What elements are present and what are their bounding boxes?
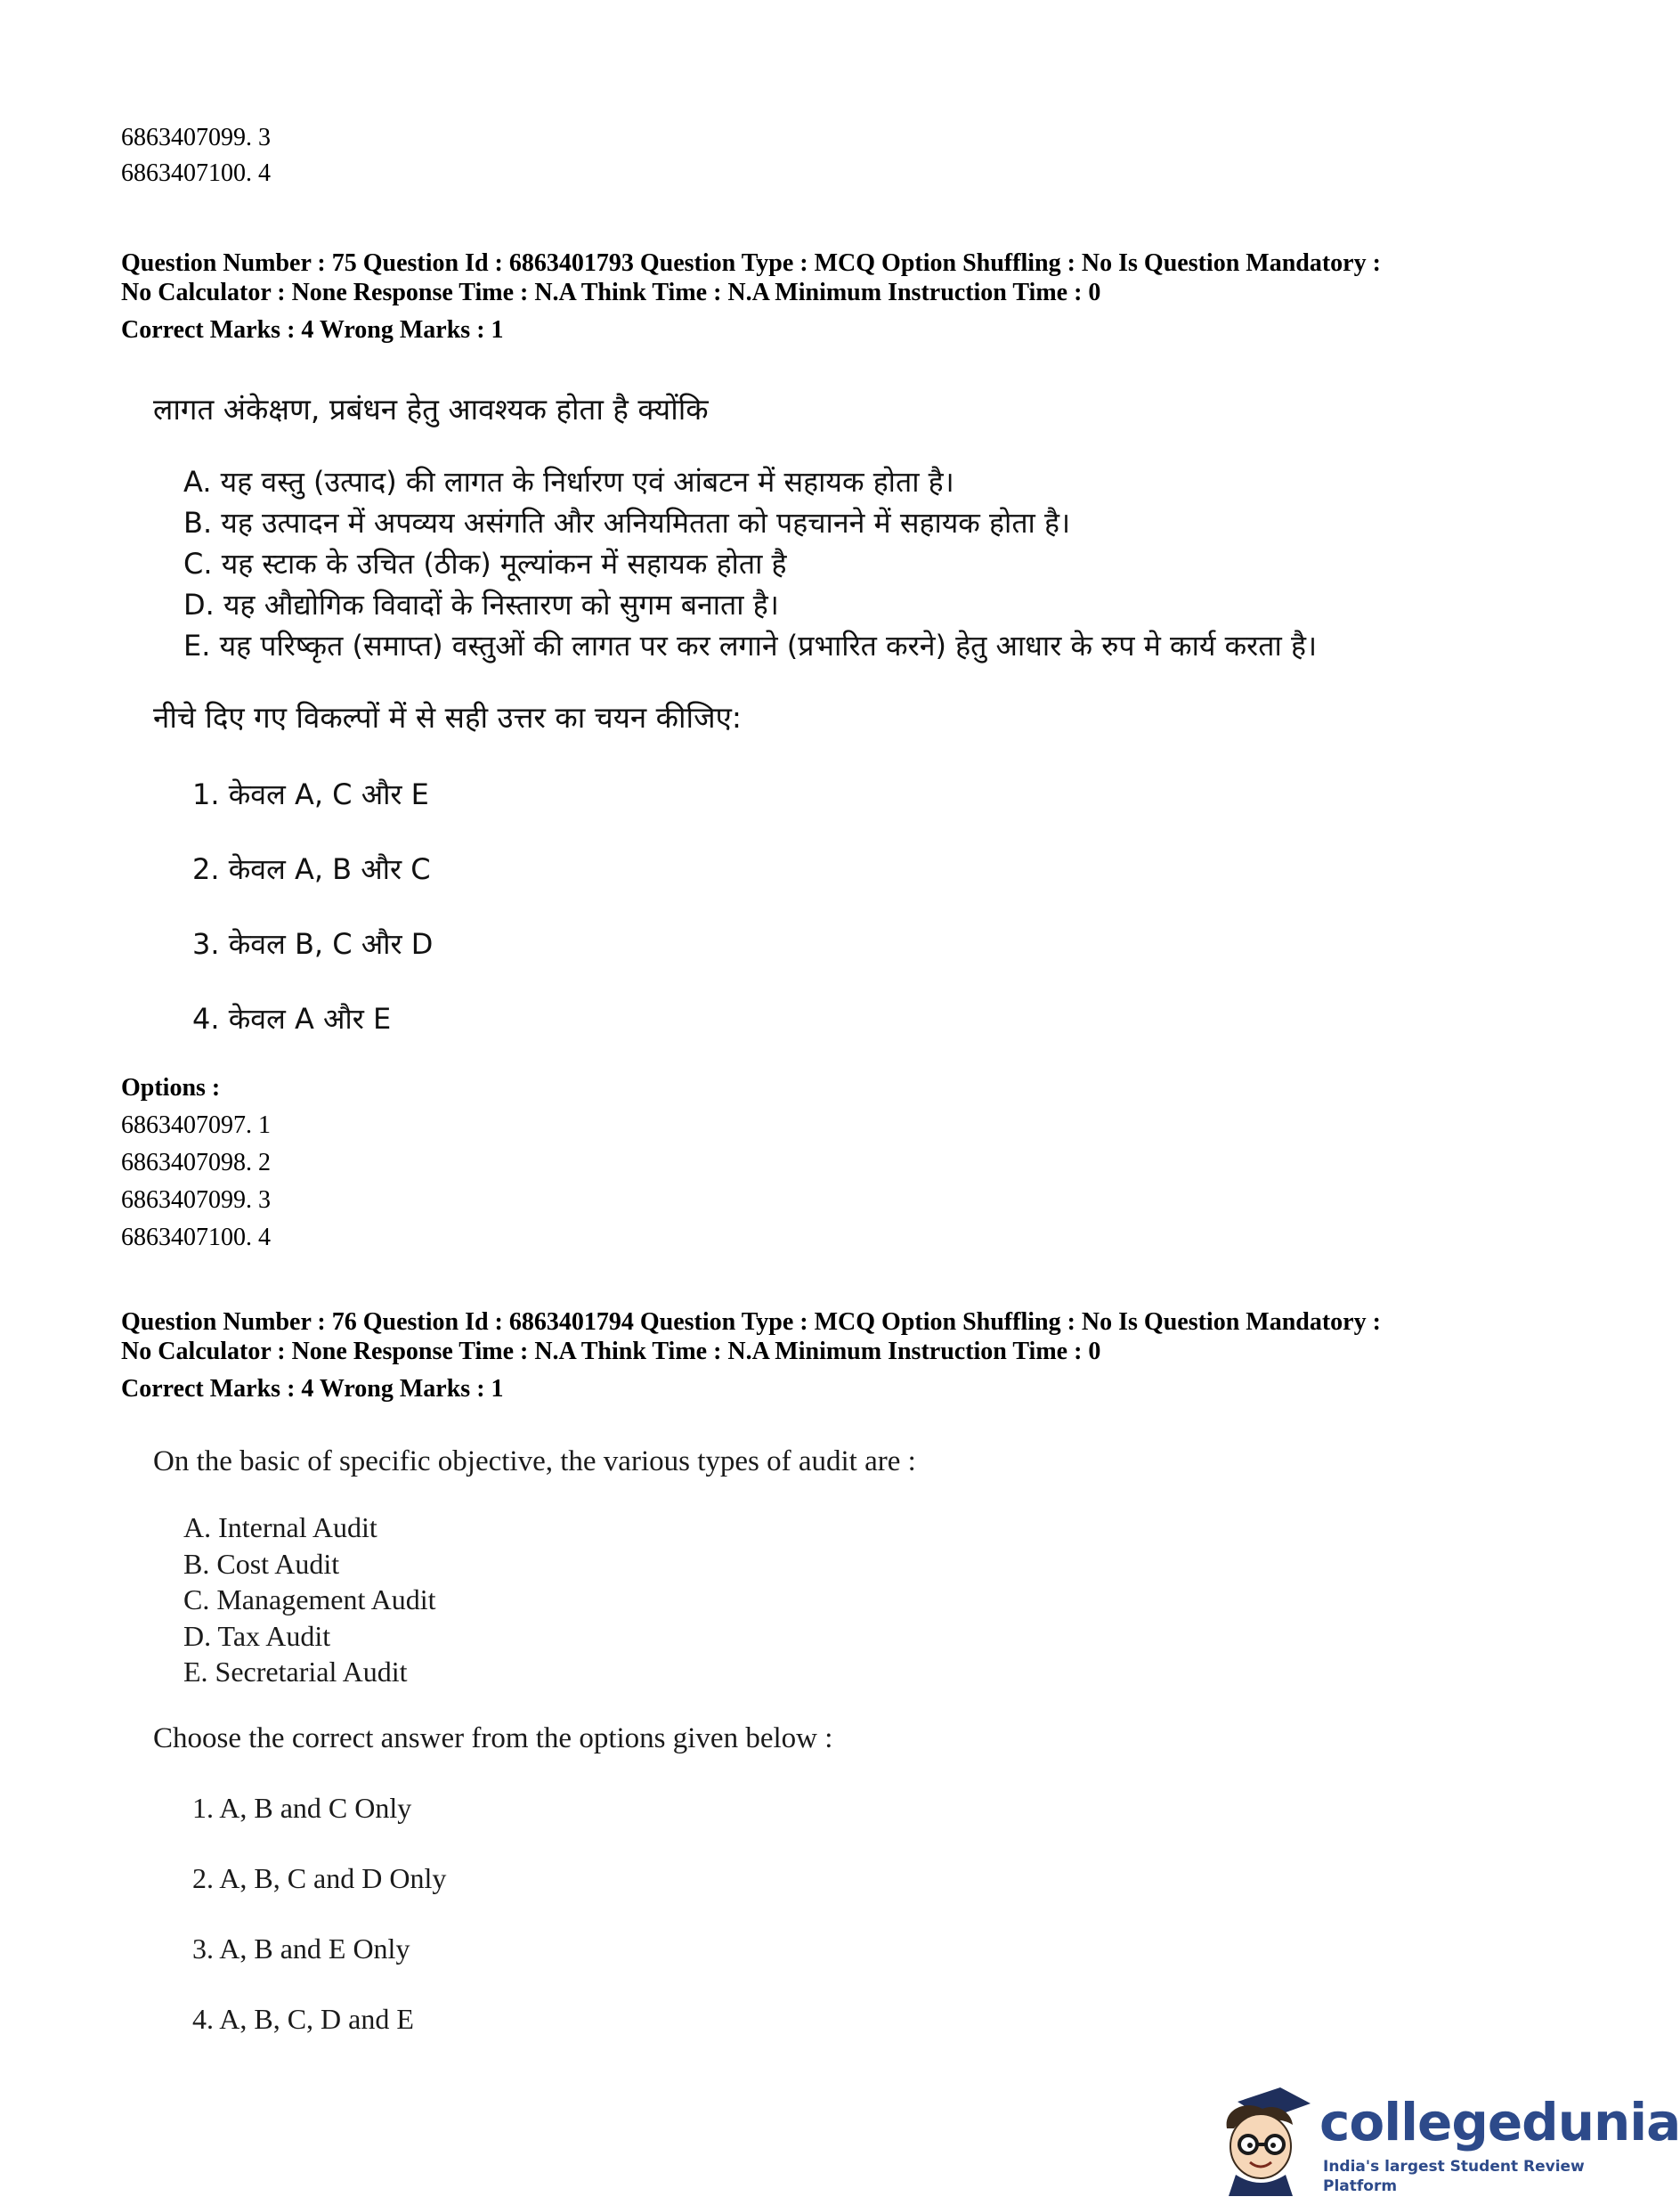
option-line: 6863407100. 4 [121,159,271,187]
statement-item: A. Internal Audit [183,1511,377,1543]
statement-item: D. यह औद्योगिक विवादों के निस्तारण को सुगम बनाता है। [183,588,779,622]
answer-instruction: Choose the correct answer from the options given below : [153,1722,833,1754]
option-line: 6863407098. 2 [121,1149,271,1176]
logo-tagline: India's largest Student Review Platform [1323,2158,1585,2195]
answer-choice: 1. A, B and C Only [192,1792,412,1824]
answer-choice: 1. केवल A, C और E [192,777,429,811]
answer-choice: 3. A, B and E Only [192,1932,410,1965]
option-line: 6863407099. 3 [121,124,271,151]
student-mascot-icon [1211,2082,1318,2198]
answer-choice: 3. केवल B, C और D [192,927,434,961]
statement-list [183,461,1317,666]
logo-wordmark: collegedunia [1319,2092,1680,2152]
answer-instruction: नीचे दिए गए विकल्पों में से सही उत्तर का चयन कीजिए: [153,700,742,735]
statement-item: E. Secretarial Audit [183,1656,408,1688]
statement-item: D. Tax Audit [183,1619,331,1652]
question-meta-line: Question Number : 76 Question Id : 6863401794 Question Type : MCQ Option Shuffling : No Is Question Mandatory : [121,1308,1381,1336]
question-text: लागत अंकेक्षण, प्रबंधन हेतु आवश्यक होता है क्योंकि [153,392,709,427]
statement-item: E. यह परिष्कृत (समाप्त) वस्तुओं की लागत पर कर लगाने (प्रभारित करने) हेतु आधार के रुप मे कार्य करता है। [183,629,1318,663]
collegedunia-logo [1211,2075,1680,2200]
option-line: 6863407097. 1 [121,1111,271,1139]
answer-choice: 4. केवल A और E [192,1002,392,1036]
answer-choice: 2. केवल A, B और C [192,852,431,886]
statement-item: C. Management Audit [183,1583,436,1615]
statement-item: B. Cost Audit [183,1547,340,1580]
question-marks: Correct Marks : 4 Wrong Marks : 1 [121,316,504,344]
question-meta-line: Question Number : 75 Question Id : 6863401793 Question Type : MCQ Option Shuffling : No Is Question Mandatory : [121,249,1381,277]
question-meta-line: No Calculator : None Response Time : N.A Think Time : N.A Minimum Instruction Time : 0 [121,1338,1101,1365]
statement-item: A. यह वस्तु (उत्पाद) की लागत के निर्धारण एवं आंबटन में सहायक होता है। [183,465,954,499]
statement-item: C. यह स्टाक के उचित (ठीक) मूल्यांकन में सहायक होता है [183,547,787,581]
answer-choice: 2. A, B, C and D Only [192,1862,447,1894]
question-marks: Correct Marks : 4 Wrong Marks : 1 [121,1375,504,1403]
question-text: On the basic of specific objective, the various types of audit are : [153,1445,916,1477]
statement-item: B. यह उत्पादन में अपव्यय असंगति और अनियमितता को पहचानने में सहायक होता है। [183,506,1071,540]
option-line: 6863407100. 4 [121,1224,271,1251]
answer-choice: 4. A, B, C, D and E [192,2003,414,2035]
statement-list [183,1509,436,1690]
option-line: 6863407099. 3 [121,1186,271,1214]
question-meta-line: No Calculator : None Response Time : N.A Think Time : N.A Minimum Instruction Time : 0 [121,279,1101,306]
options-label: Options : [121,1074,221,1102]
